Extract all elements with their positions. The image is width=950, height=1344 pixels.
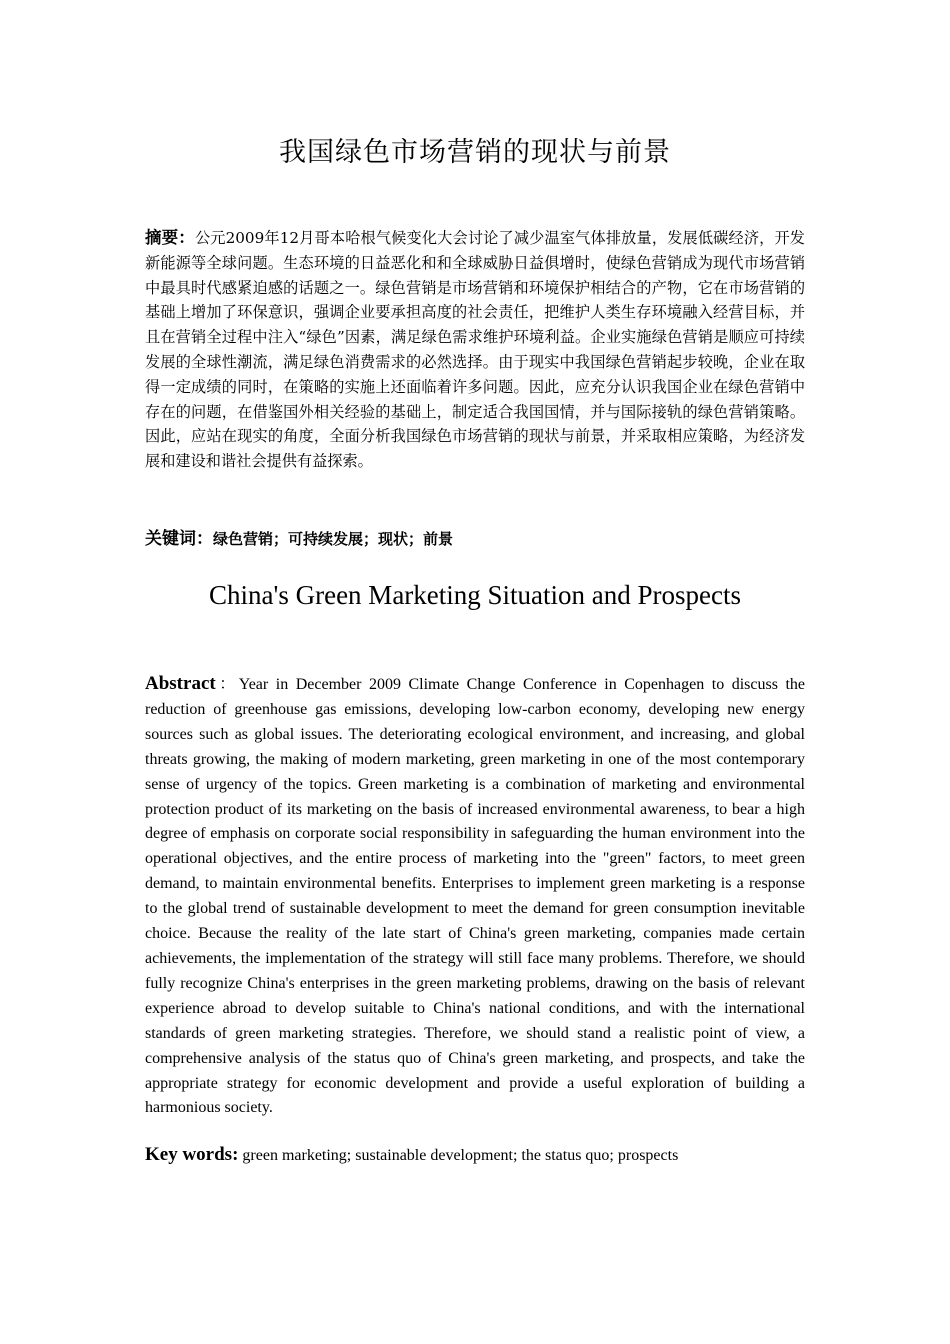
chinese-keywords	[145, 524, 805, 549]
english-keywords-text: green marketing; sustainable development; the status quo; prospects	[242, 1147, 679, 1164]
english-keywords	[145, 1144, 805, 1166]
english-abstract	[145, 672, 805, 1121]
chinese-abstract-text: 公元2009年12月哥本哈根气候变化大会讨论了减少温室气体排放量，发展低碳经济，开发新能源等全球问题。生态环境的日益恶化和和全球威胁日益俱增时，使绿色营销成为现代市场营销中最具时代感紧迫感的话题之一。绿色营销是市场营销和环境保护相结合的产物，它在市场营销的基础上增加了环保意识，强调企业要承担高度的社会责任，把维护人类生存环境融入经营目标，并且在营销全过程中注入“绿色”因素，满足绿色需求维护环境利益。企业实施绿色营销是顺应可持续发展的全球性潮流，满足绿色消费需求的必然选择。由于现实中我国绿色营销起步较晚，企业在取得一定成绩的同时，在策略的实施上还面临着许多问题。因此，应充分认识我国企业在绿色营销中存在的问题，在借鉴国外相关经验的基础上，制定适合我国国情，并与国际接轨的绿色营销策略。因此，应站在现实的角度，全面分析我国绿色市场营销的现状与前景，并采取相应策略，为经济发展和建设和谐社会提供有益探索。	[145, 229, 805, 471]
chinese-abstract	[145, 226, 805, 474]
chinese-title: 我国绿色市场营销的现状与前景	[279, 137, 671, 168]
english-abstract-text: Year in December 2009 Climate Change Conference in Copenhagen to discuss the reduction of greenhouse gas emissions, developing low-carbon economy, developing new energy sources such as global issues. The deteriorating ecological environment, and increasing, and global threats growing, the making of modern marketing, green marketing in one of the most contemporary sense of urgency of the topics. Green marketing is a combination of marketing and environmental protection product of its marketing on the basis of increased environmental awareness, to bear a high degree of emphasis on corporate social responsibility in safeguarding the human environment into the operational objectives, and the entire process of marketing into the "green" factors, to meet green demand, to maintain environmental benefits. Enterprises to implement green marketing is a response to the global trend of sustainable development to meet the demand for green consumption inevitable choice. Because the reality of the late start of China's green marketing, companies made certain achievements, the implementation of the strategy will still face many problems. Therefore, we should fully recognize China's enterprises in the green marketing problems, drawing on the basis of relevant experience abroad to develop suitable to China's national conditions, and with the international standards of green marketing strategies. Therefore, we should stand a realistic point of view, a comprehensive analysis of the status quo of China's green marketing, and prospects, and take the appropriate strategy for economic development and provide a useful exploration of building a harmonious society.	[145, 676, 805, 1117]
english-title: China's Green Marketing Situation and Prospects	[208, 580, 742, 610]
chinese-keywords-text: 绿色营销；可持续发展；现状；前景	[213, 530, 454, 548]
english-keywords-label: Key words:	[145, 1144, 239, 1165]
chinese-abstract-label: 摘要：	[145, 228, 195, 247]
chinese-keywords-label: 关键词：	[145, 529, 213, 549]
english-abstract-label: Abstract	[145, 673, 216, 694]
english-abstract-separator: ：	[215, 676, 239, 693]
